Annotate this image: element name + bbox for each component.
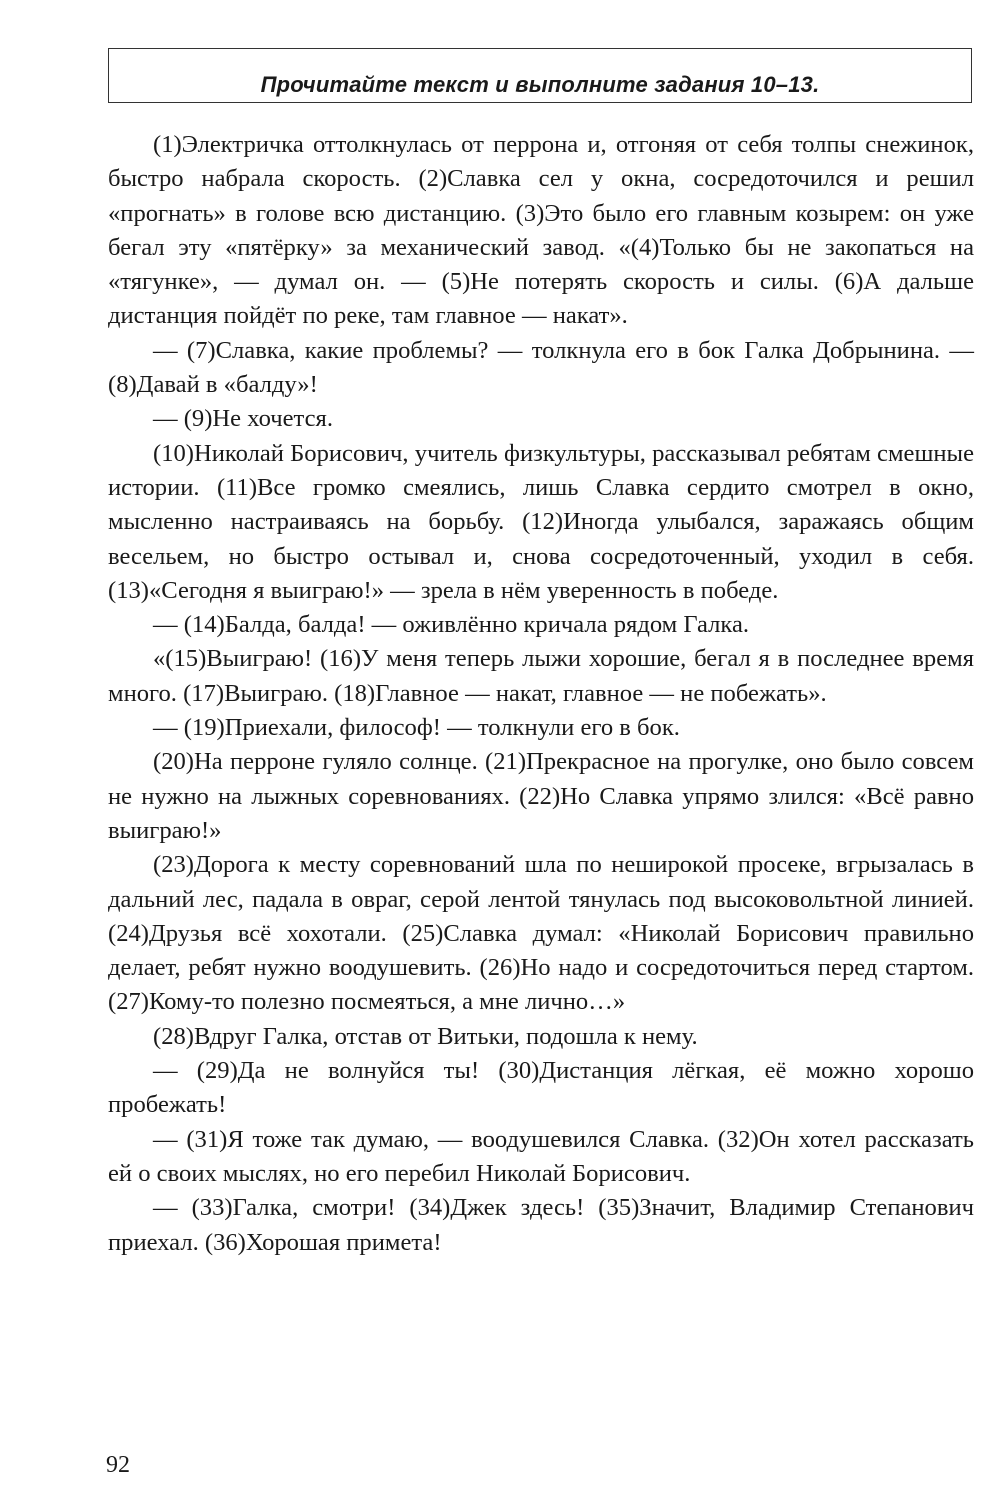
paragraph: (10)Николай Борисович, учитель физкультуры, рассказывал ребятам смешные истории. (11)Все громко смеялись, лишь Славка сердито смотрел в окно, мысленно настраиваясь на борьбу. (12)Иногда улыбался, заражаясь общим весельем, но быстро остывал и, снова сосредоточенный, уходил в себя. (13)«Сегодня я выиграю!» — зрела в нём уверенность в победе.: [108, 439, 974, 604]
paragraph: — (9)Не хочется.: [153, 405, 333, 433]
paragraph: — (33)Галка, смотри! (34)Джек здесь! (35)Значит, Владимир Степанович приехал. (36)Хорошая примета!: [108, 1194, 974, 1256]
paragraph: — (29)Да не волнуйся ты! (30)Дистанция лёгкая, её можно хорошо пробежать!: [108, 1057, 974, 1119]
paragraph: — (19)Приехали, философ! — толкнули его в бок.: [153, 714, 680, 742]
paragraph: «(15)Выиграю! (16)У меня теперь лыжи хорошие, бегал я в последнее время много. (17)Выиграю. (18)Главное — накат, главное — не побежать».: [108, 645, 974, 707]
task-header-box: [108, 48, 972, 103]
paragraph: — (14)Балда, балда! — оживлённо кричала рядом Галка.: [153, 611, 750, 639]
story-text: [108, 128, 974, 1260]
page-number: 92: [106, 1452, 130, 1478]
paragraph: — (7)Славка, какие проблемы? — толкнула его в бок Галка Добрынина. — (8)Давай в «балду»!: [108, 336, 974, 399]
paragraph: (1)Электричка оттолкнулась от перрона и, отгоняя от себя толпы снежинок, быстро набрала скорость. (2)Славка сел у окна, сосредоточился и решил «прогнать» в голове всю дистанцию. (3)Это было его главным козырем: он уже бегал эту «пятёрку» за механический завод. «(4)Только бы не закопаться на «тягунке», — думал он. — (5)Не потерять скорость и силы. (6)А дальше дистанция пойдёт по реке, там главное — накат».: [108, 131, 974, 330]
paragraph: (23)Дорога к месту соревнований шла по неширокой просеке, вгрызалась в дальний лес, падала в овраг, серой лентой тянулась под высоковольтной линией. (24)Друзья всё хохотали. (25)Славка думал: «Николай Борисович правильно делает, ребят нужно воодушевить. (26)Но надо и сосредоточиться перед стартом. (27)Кому-то полезно посмеяться, а мне лично…»: [108, 851, 974, 1016]
paragraph: (20)На перроне гуляло солнце. (21)Прекрасное на прогулке, оно было совсем не нужно на лыжных соревнованиях. (22)Но Славка упрямо злился: «Всё равно выиграю!»: [108, 748, 974, 844]
task-header-title: Прочитайте текст и выполните задания 10–13.: [260, 71, 820, 97]
paragraph: — (31)Я тоже так думаю, — воодушевился Славка. (32)Он хотел рассказать ей о своих мыслях, но его перебил Николай Борисович.: [108, 1125, 974, 1187]
paragraph: (28)Вдруг Галка, отстав от Витьки, подошла к нему.: [153, 1022, 698, 1050]
